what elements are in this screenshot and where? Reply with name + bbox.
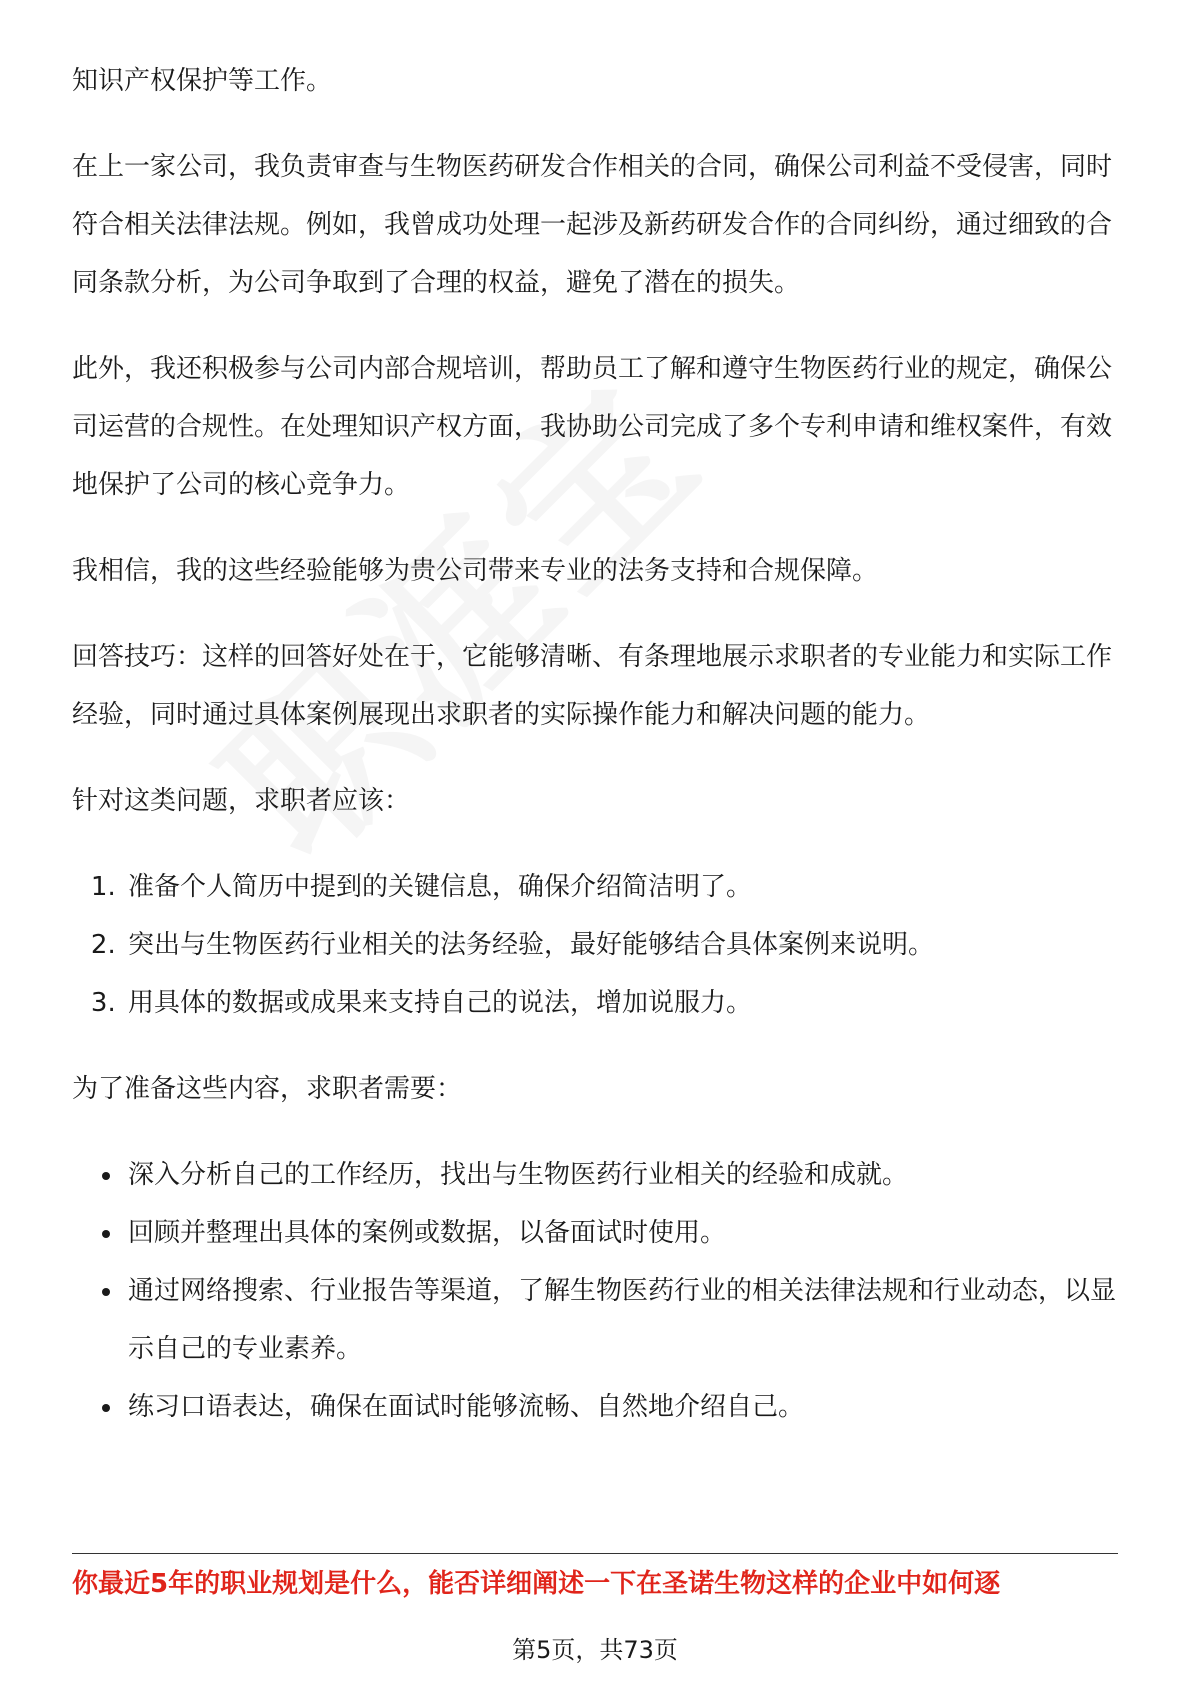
list-item: • 练习口语表达，确保在面试时能够流畅、自然地介绍自己。 — [124, 1378, 1122, 1436]
list-item: 3. 用具体的数据或成果来支持自己的说法，增加说服力。 — [124, 974, 1122, 1032]
bullet-list — [72, 1146, 1122, 1436]
paragraph-continuation: 知识产权保护等工作。 — [72, 66, 333, 96]
paragraph-conclusion: 我相信，我的这些经验能够为贵公司带来专业的法务支持和合规保障。 — [72, 556, 879, 586]
list-item: 1. 准备个人简历中提到的关键信息，确保介绍简洁明了。 — [124, 858, 1122, 916]
document-body — [72, 52, 1122, 1464]
page-number: 第5页，共73页 — [512, 1636, 678, 1664]
list-item: • 通过网络搜索、行业报告等渠道，了解生物医药行业的相关法律法规和行业动态，以显示自己的专业素养。 — [124, 1262, 1122, 1378]
list-item: • 深入分析自己的工作经历，找出与生物医药行业相关的经验和成就。 — [124, 1146, 1122, 1204]
list-item: • 回顾并整理出具体的案例或数据，以备面试时使用。 — [124, 1204, 1122, 1262]
paragraph-should-intro: 针对这类问题，求职者应该： — [72, 786, 411, 816]
ordered-list — [72, 858, 1122, 1032]
paragraph-compliance: 此外，我还积极参与公司内部合规培训，帮助员工了解和遵守生物医药行业的规定，确保公司运营的合规性。在处理知识产权方面，我协助公司完成了多个专利申请和维权案件，有效地保护了公司的核心竞争力。 — [72, 354, 1113, 500]
paragraph-answer-tips: 回答技巧：这样的回答好处在于，它能够清晰、有条理地展示求职者的专业能力和实际工作经验，同时通过具体案例展现出求职者的实际操作能力和解决问题的能力。 — [72, 642, 1113, 730]
next-question-heading: 你最近5年的职业规划是什么，能否详细阐述一下在圣诺生物这样的企业中如何逐 — [72, 1569, 1001, 1599]
list-item: 2. 突出与生物医药行业相关的法务经验，最好能够结合具体案例来说明。 — [124, 916, 1122, 974]
paragraph-prepare-intro: 为了准备这些内容，求职者需要： — [72, 1074, 463, 1104]
divider — [72, 1553, 1118, 1554]
paragraph-experience: 在上一家公司，我负责审查与生物医药研发合作相关的合同，确保公司利益不受侵害，同时符合相关法律法规。例如，我曾成功处理一起涉及新药研发合作的合同纠纷，通过细致的合同条款分析，为公司争取到了合理的权益，避免了潜在的损失。 — [72, 152, 1113, 298]
